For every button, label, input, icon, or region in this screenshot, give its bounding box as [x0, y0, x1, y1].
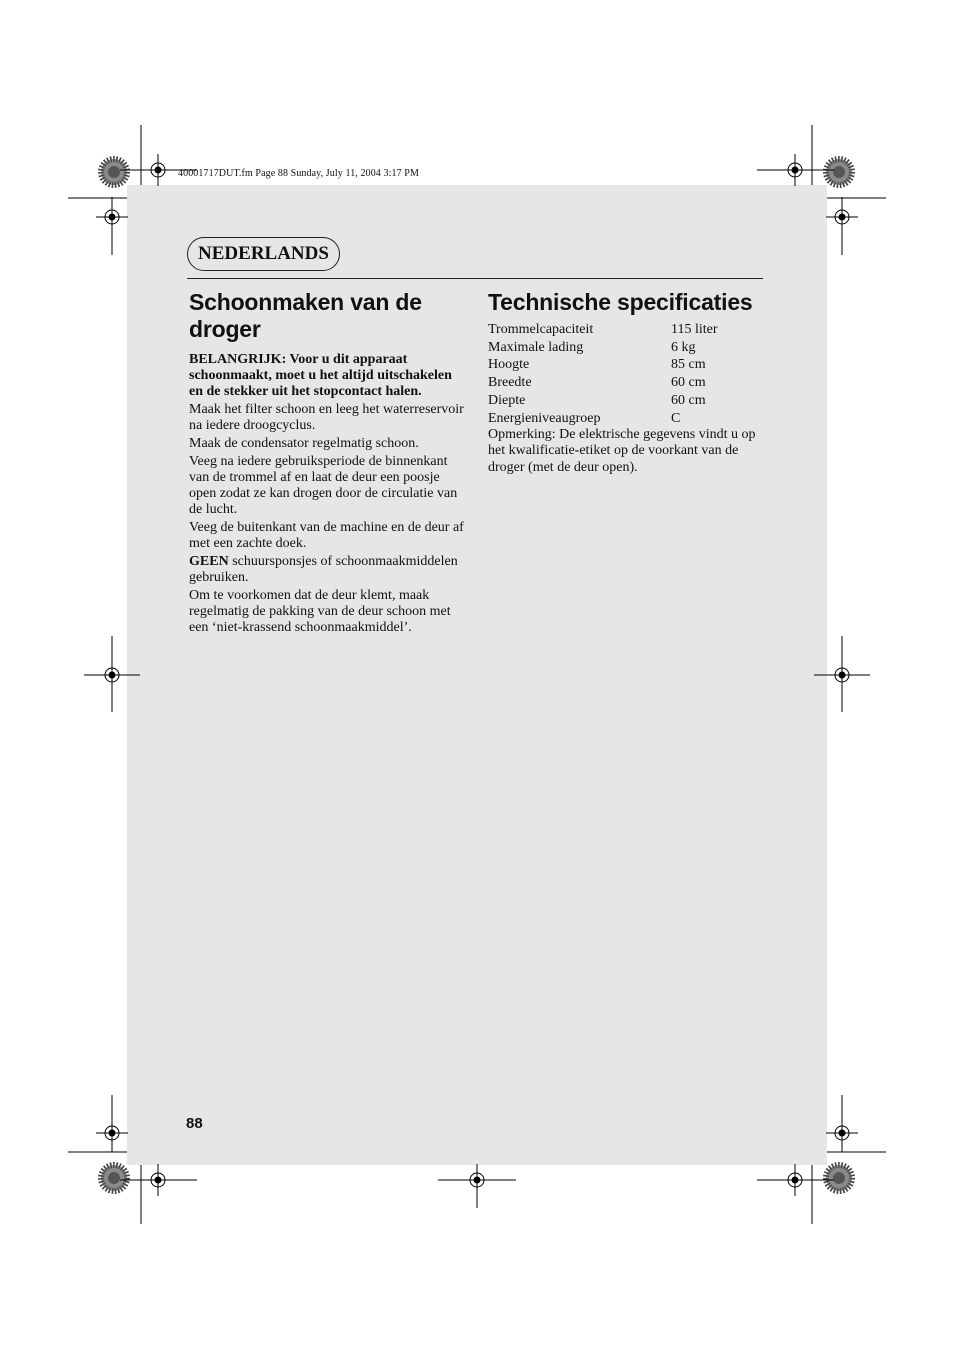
spec-value: C — [671, 410, 681, 426]
print-slug: 40001717DUT.fm Page 88 Sunday, July 11, 2004 3:17 PM — [178, 168, 419, 179]
spec-label: Diepte — [488, 392, 526, 408]
paragraph: Maak de condensator regelmatig schoon. — [189, 436, 419, 452]
spec-label: Maximale lading — [488, 339, 584, 355]
specs-section — [488, 289, 764, 476]
spec-label: Energieniveaugroep — [488, 410, 601, 426]
spec-value: 115 liter — [671, 322, 718, 337]
language-tab: NEDERLANDS — [187, 237, 340, 271]
geen-bold: GEEN — [189, 553, 229, 569]
spec-row — [488, 392, 764, 410]
cleaning-title-line1: Schoonmaken van de — [189, 289, 422, 315]
geen-paragraph — [189, 554, 467, 586]
specs-title: Technische specificaties — [488, 289, 753, 315]
geen-rest: schuursponsjes of schoonmaakmiddelen gebruiken. — [189, 553, 458, 586]
specs-note: Opmerking: De elektrische gegevens vindt u op het kwalificatie-etiket op de voorkant van de droger (met de deur open). — [488, 427, 756, 475]
paragraph: Veeg de buitenkant van de machine en de deur af met een zachte doek. — [189, 520, 464, 552]
paragraph: Veeg na iedere gebruiksperiode de binnenkant van de trommel af en laat de deur een poosje open zodat ze kan drogen door de circulatie van de lucht. — [189, 453, 458, 518]
spec-value: 60 cm — [671, 375, 706, 391]
spec-label: Hoogte — [488, 357, 530, 373]
header-rule — [187, 278, 763, 279]
paragraph: Maak het filter schoon en leeg het waterreservoir na iedere droogcyclus. — [189, 402, 464, 434]
spec-row — [488, 374, 764, 392]
cleaning-title-line2: droger — [189, 316, 261, 342]
spec-value: 6 kg — [671, 339, 696, 355]
spec-label: Breedte — [488, 375, 532, 391]
spec-value: 85 cm — [671, 357, 706, 373]
spec-row — [488, 339, 764, 357]
cleaning-section — [189, 289, 467, 638]
spec-row — [488, 410, 764, 428]
page-number: 88 — [186, 1115, 203, 1132]
spec-label: Trommelcapaciteit — [488, 322, 594, 337]
cleaning-title — [189, 289, 467, 343]
paragraph: Om te voorkomen dat de deur klemt, maak regelmatig de pakking van de deur schoon met een ‘niet-krassend schoonmaakmiddel’. — [189, 587, 451, 636]
spec-value: 60 cm — [671, 392, 706, 408]
spec-row — [488, 321, 764, 339]
warning-text: BELANGRIJK: Voor u dit apparaat schoonmaakt, moet u het altijd uitschakelen en de stekker uit het stopcontact halen. — [189, 352, 452, 400]
spec-row — [488, 356, 764, 374]
